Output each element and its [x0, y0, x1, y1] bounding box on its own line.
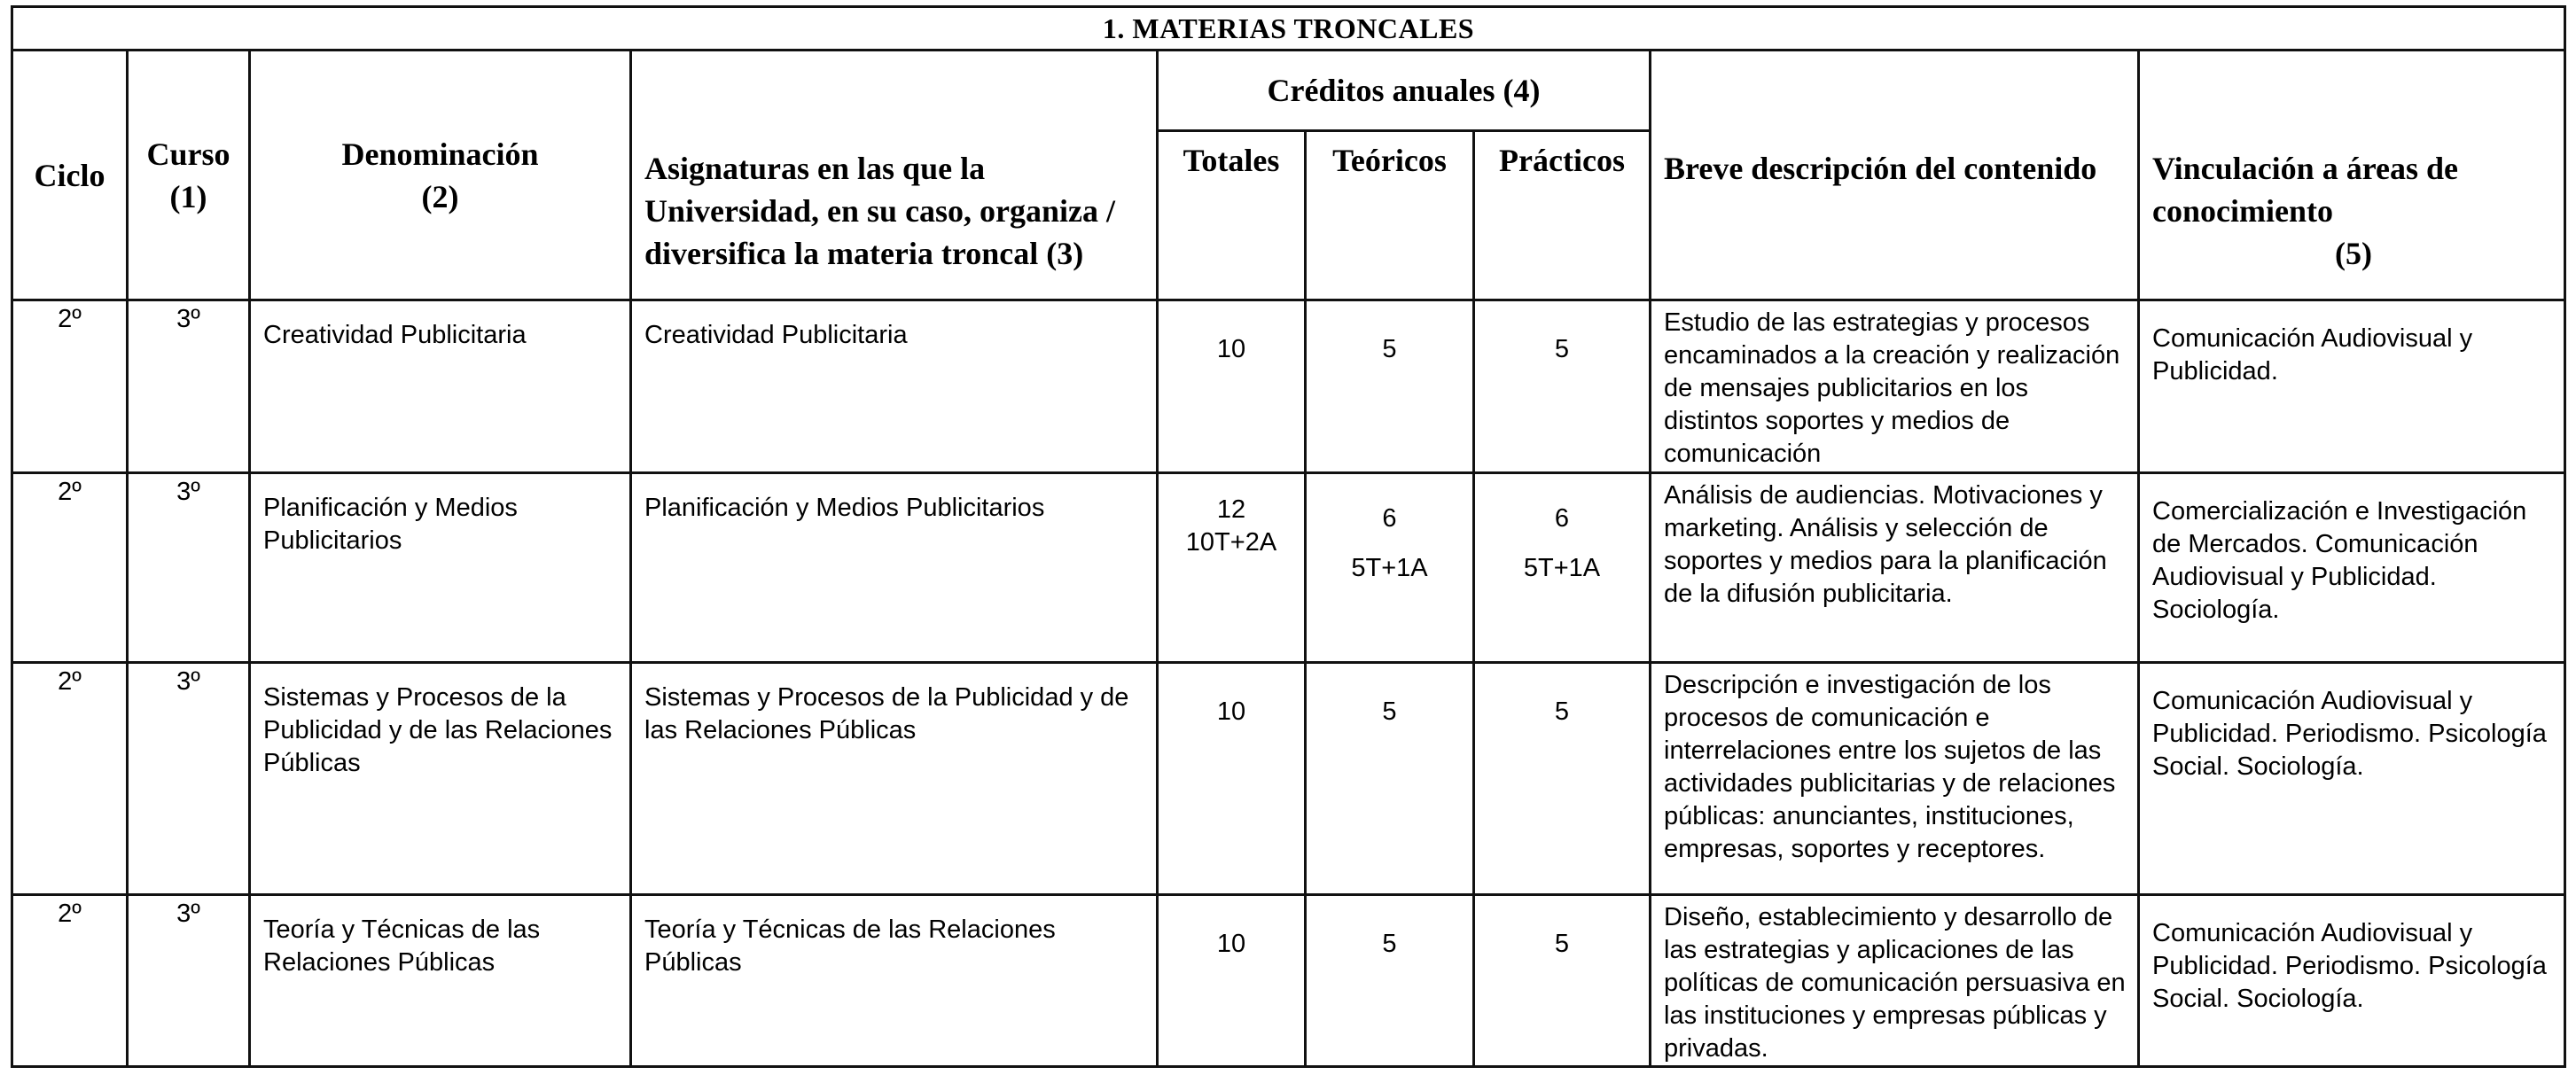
cell-descripcion: Análisis de audiencias. Motivaciones y marketing. Análisis y selección de soportes y medios para la planificación de la difusión publicitaria. [1651, 473, 2139, 663]
header-denominacion-label: Denominación [341, 136, 539, 172]
table-row [12, 473, 2565, 663]
cell-ciclo: 2º [12, 663, 128, 895]
cell-descripcion: Estudio de las estrategias y procesos encaminados a la creación y realización de mensajes publicitarios en los distintos soportes y medios de comunicación [1651, 300, 2139, 473]
cell-totales-value: 10 [1216, 335, 1246, 363]
title-row [12, 7, 2565, 51]
cell-teoricos [1306, 473, 1474, 663]
header-curso [128, 51, 250, 300]
header-descripcion: Breve descripción del contenido [1651, 51, 2139, 300]
cell-practicos-sub: 5T+1A [1523, 554, 1601, 582]
table-row [12, 300, 2565, 473]
header-curso-note: (1) [169, 178, 207, 214]
cell-denominacion: Creatividad Publicitaria [250, 300, 631, 473]
header-creditos: Créditos anuales (4) [1158, 51, 1651, 131]
cell-ciclo: 2º [12, 473, 128, 663]
cell-ciclo: 2º [12, 300, 128, 473]
cell-totales [1158, 473, 1306, 663]
cell-totales-value: 10 [1216, 930, 1246, 958]
header-denominacion-note: (2) [421, 178, 459, 214]
cell-teoricos [1306, 895, 1474, 1067]
cell-totales-value: 12 [1216, 495, 1246, 524]
cell-teoricos-value: 6 [1382, 504, 1397, 533]
cell-teoricos [1306, 663, 1474, 895]
cell-teoricos [1306, 300, 1474, 473]
cell-denominacion: Teoría y Técnicas de las Relaciones Públicas [250, 895, 631, 1067]
troncales-table [11, 5, 2566, 1068]
header-ciclo [12, 51, 128, 300]
cell-descripcion: Descripción e investigación de los procesos de comunicación e interrelaciones entre los sujetos de las actividades publicitarias y de relaciones públicas: anunciantes, instituciones, empresas, soportes y receptores. [1651, 663, 2139, 895]
cell-practicos [1474, 663, 1651, 895]
header-practicos: Prácticos [1474, 131, 1651, 300]
cell-practicos-value: 5 [1554, 930, 1570, 958]
cell-curso: 3º [128, 895, 250, 1067]
cell-totales [1158, 663, 1306, 895]
cell-asignaturas: Creatividad Publicitaria [631, 300, 1158, 473]
cell-vinculacion: Comunicación Audiovisual y Publicidad. [2139, 300, 2565, 473]
header-asignaturas: Asignaturas en las que la Universidad, en su caso, organiza / diversifica la materia troncal (3) [631, 51, 1158, 300]
cell-practicos-value: 6 [1554, 504, 1570, 533]
cell-practicos-value: 5 [1554, 697, 1570, 726]
cell-asignaturas: Sistemas y Procesos de la Publicidad y de las Relaciones Públicas [631, 663, 1158, 895]
header-denominacion [250, 51, 631, 300]
table-title: 1. MATERIAS TRONCALES [12, 7, 2565, 51]
cell-denominacion: Planificación y Medios Publicitarios [250, 473, 631, 663]
cell-totales [1158, 895, 1306, 1067]
cell-asignaturas: Teoría y Técnicas de las Relaciones Públicas [631, 895, 1158, 1067]
cell-asignaturas: Planificación y Medios Publicitarios [631, 473, 1158, 663]
cell-practicos [1474, 895, 1651, 1067]
cell-curso: 3º [128, 663, 250, 895]
cell-vinculacion: Comunicación Audiovisual y Publicidad. Periodismo. Psicología Social. Sociología. [2139, 895, 2565, 1067]
cell-denominacion: Sistemas y Procesos de la Publicidad y de las Relaciones Públicas [250, 663, 631, 895]
cell-teoricos-value: 5 [1382, 930, 1397, 958]
table-row [12, 895, 2565, 1067]
cell-totales [1158, 300, 1306, 473]
cell-curso: 3º [128, 300, 250, 473]
header-row [12, 51, 2565, 131]
cell-descripcion: Diseño, establecimiento y desarrollo de las estrategias y aplicaciones de las políticas de comunicación persuasiva en las instituciones y empresas públicas y privadas. [1651, 895, 2139, 1067]
header-curso-label: Curso [146, 136, 230, 172]
header-ciclo-label: Ciclo [34, 157, 105, 193]
cell-vinculacion: Comunicación Audiovisual y Publicidad. Periodismo. Psicología Social. Sociología. [2139, 663, 2565, 895]
cell-practicos [1474, 473, 1651, 663]
header-vinculacion-note: (5) [2335, 236, 2372, 271]
header-teoricos: Teóricos [1306, 131, 1474, 300]
cell-teoricos-value: 5 [1382, 335, 1397, 363]
header-totales: Totales [1158, 131, 1306, 300]
table-row [12, 663, 2565, 895]
cell-teoricos-value: 5 [1382, 697, 1397, 726]
cell-totales-sub: 10T+2A [1185, 528, 1277, 557]
header-vinculacion [2139, 51, 2565, 300]
header-vinculacion-label: Vinculación a áreas de conocimiento [2152, 151, 2459, 229]
cell-teoricos-sub: 5T+1A [1351, 554, 1428, 582]
cell-curso: 3º [128, 473, 250, 663]
cell-totales-value: 10 [1216, 697, 1246, 726]
cell-vinculacion: Comercialización e Investigación de Mercados. Comunicación Audiovisual y Publicidad. Sociología. [2139, 473, 2565, 663]
cell-practicos [1474, 300, 1651, 473]
cell-ciclo: 2º [12, 895, 128, 1067]
cell-practicos-value: 5 [1554, 335, 1570, 363]
